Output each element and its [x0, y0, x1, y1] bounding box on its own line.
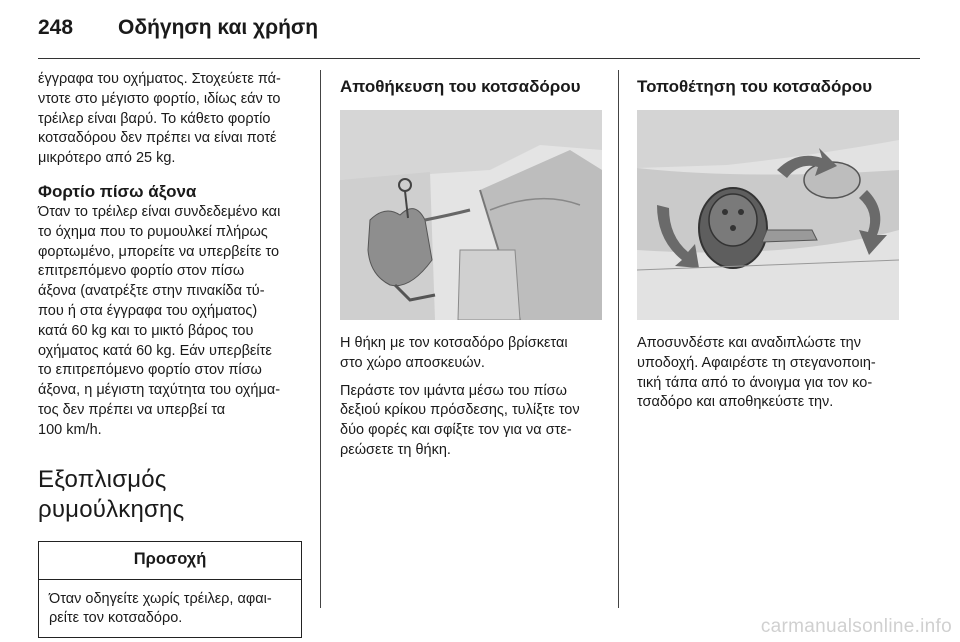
- axle-load-heading: Φορτίο πίσω άξονα: [38, 181, 197, 201]
- page-header: [0, 0, 960, 62]
- column-left: [38, 70, 302, 638]
- column-divider: [320, 70, 321, 608]
- column-divider: [618, 70, 619, 608]
- storage-paragraph-2: Περάστε τον ιμάντα μέσω του πίσω δεξιού κρίκου πρόσδεσης, τυλίξτε τον δύο φορές και σφίξτε τον για να στε- ρεώσετε τη θήκη.: [340, 382, 580, 458]
- warning-box: [38, 541, 302, 639]
- storage-heading: Αποθήκευση του κοτσαδόρου: [340, 77, 581, 96]
- storage-paragraph-1: Η θήκη με τον κοτσαδόρο βρίσκεται στο χώρο αποσκευών.: [340, 335, 568, 371]
- storage-illustration: [340, 110, 602, 320]
- fitting-heading: Τοποθέτηση του κοτσαδόρου: [637, 77, 873, 96]
- intro-paragraph: έγγραφα του οχήματος. Στοχεύετε πά- ντοτε στο μέγιστο φορτίο, ιδίως εάν το τρέιλερ είναι βαρύ. Το κάθετο φορτίο κοτσαδόρου δεν πρέπει να είναι ποτέ μικρότερο από 25 kg.: [38, 71, 281, 167]
- warning-text: Όταν οδηγείτε χωρίς τρέιλερ, αφαι- ρείτε τον κοτσαδόρο.: [49, 590, 272, 627]
- column-middle: [340, 70, 602, 461]
- watermark-text: carmanualsonline.info: [760, 616, 952, 637]
- page-number: 248: [38, 16, 74, 39]
- column-right: [637, 70, 901, 413]
- fitting-illustration: [637, 110, 899, 320]
- warning-title: Προσοχή: [39, 542, 301, 580]
- fitting-paragraph-1: Αποσυνδέστε και αναδιπλώστε την υποδοχή. Αφαιρέστε τη στεγανοποιη- τική τάπα από το άνοιγμα για τον κο- τσαδόρο και αποθηκεύστε την.: [637, 335, 876, 411]
- axle-load-paragraph: Όταν το τρέιλερ είναι συνδεδεμένο και το όχημα που το ρυμουλκεί πλήρως φορτωμένο, μπορείτε να υπερβείτε το επιτρεπόμενο φορτίο στον πίσω άξονα (ανατρέξτε στην πινακίδα τύ- που ή στα έγγραφα του οχήματος) κατά 60 kg και το μικτό βάρος του οχήματος κατά 60 kg. Εάν υπερβείτε το επιτρεπόμενο φορτίο στον πίσω άξονα, η μέγιστη ταχύτητα του οχήμα- τος δεν πρέπει να υπερβεί τα 100 km/h.: [38, 203, 281, 438]
- towing-equipment-heading: Εξοπλισμός ρυμούλκησης: [38, 465, 185, 523]
- chapter-title: Οδήγηση και χρήση: [118, 16, 319, 39]
- header-rule: [38, 58, 920, 59]
